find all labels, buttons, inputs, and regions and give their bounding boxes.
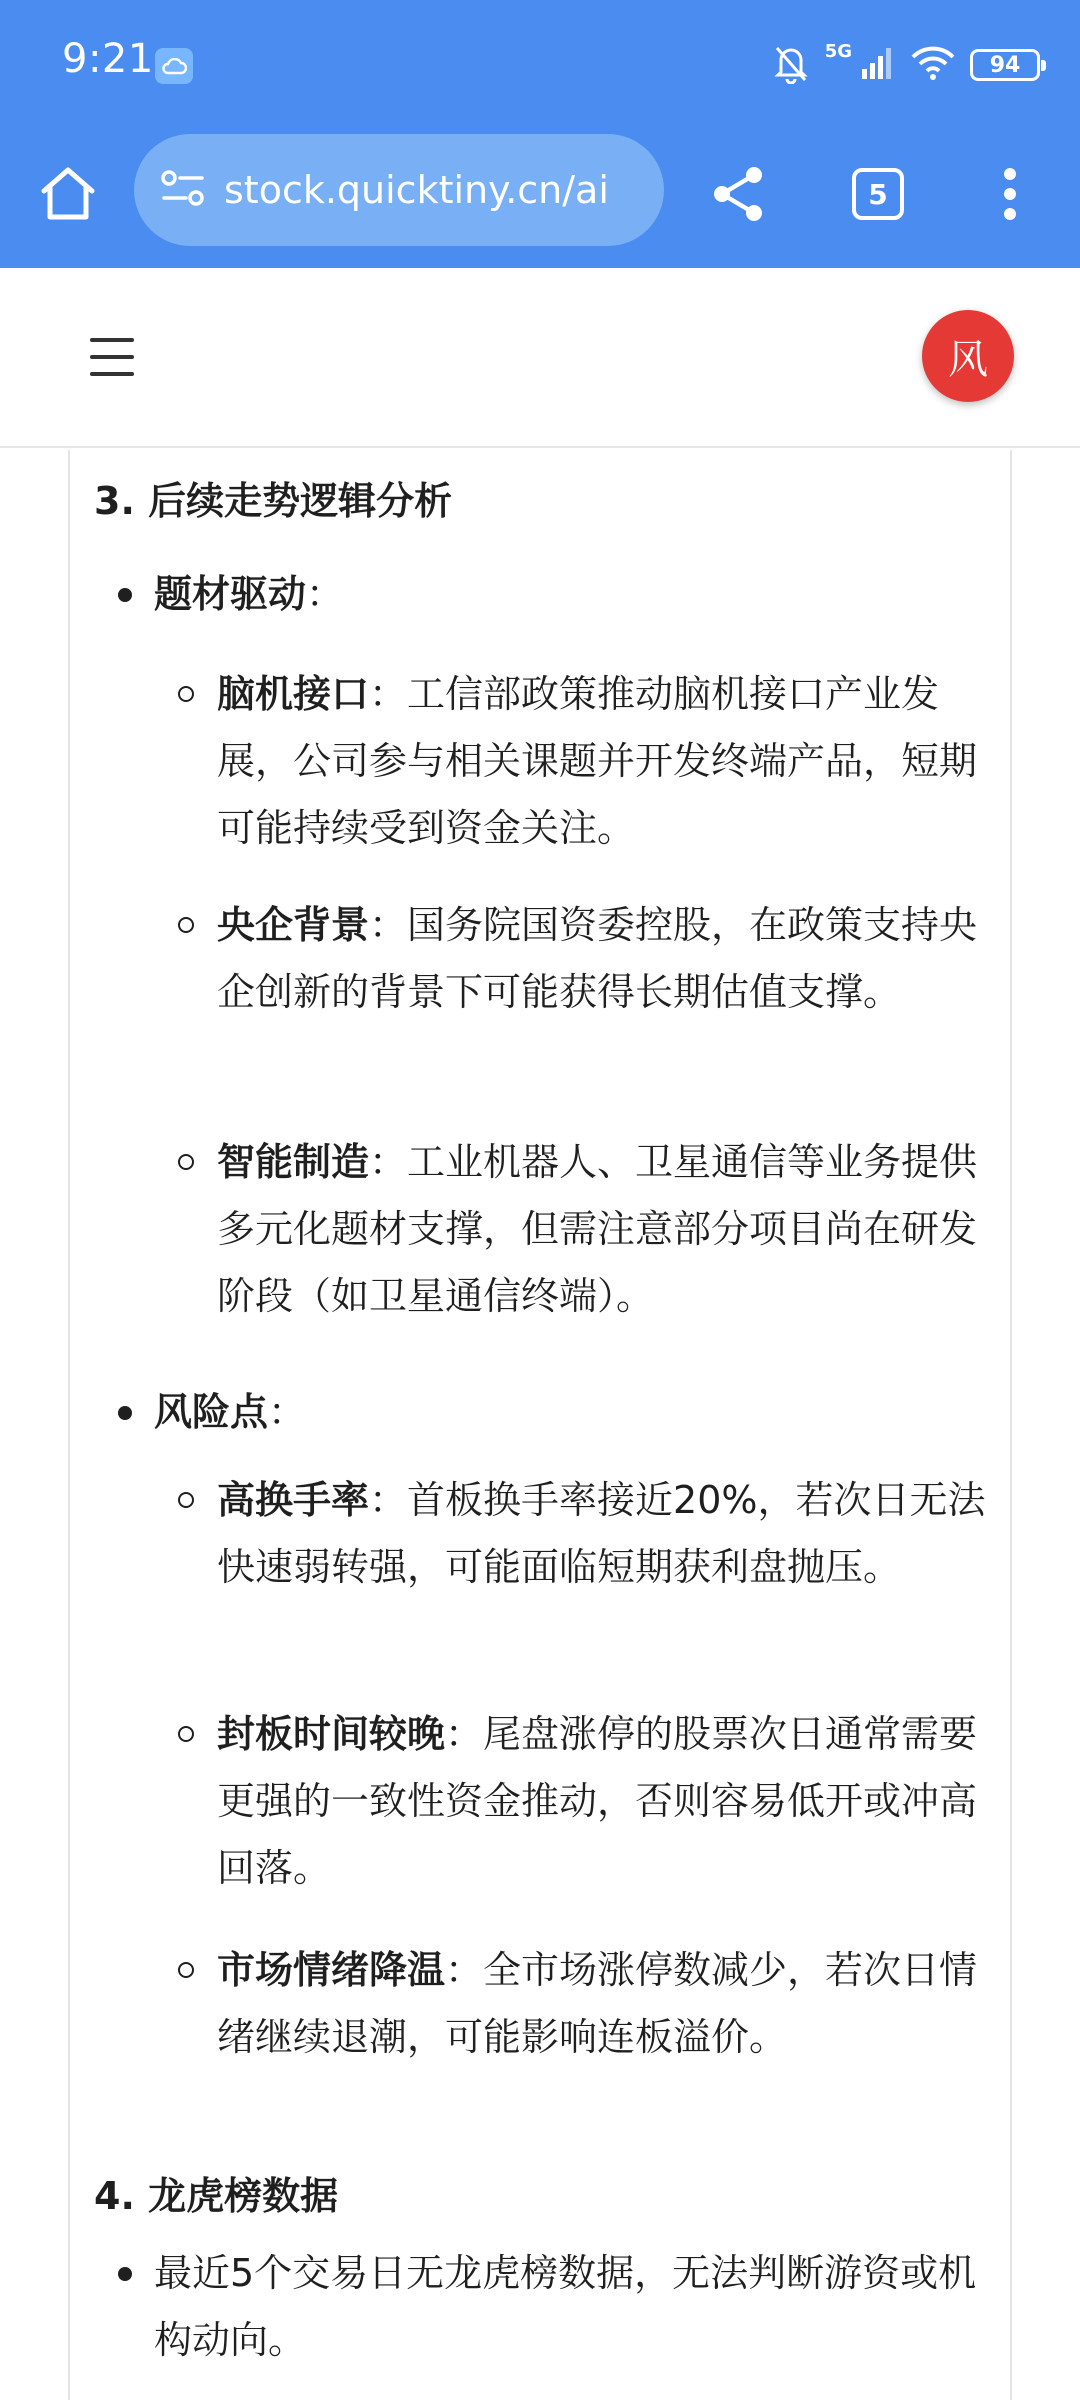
bullet-dot xyxy=(118,588,132,602)
avatar-letter: 风 xyxy=(948,336,988,383)
hamburger-menu-icon[interactable] xyxy=(82,332,142,382)
sub-item-label: 封板时间较晚 xyxy=(217,1712,446,1756)
list-item xyxy=(154,2240,1004,2374)
tabs-button[interactable] xyxy=(840,156,916,232)
battery-icon xyxy=(970,49,1040,81)
sub-bullet-circle xyxy=(178,686,194,702)
sub-list-item xyxy=(217,1701,997,1902)
sub-bullet-circle xyxy=(178,1726,194,1742)
sub-item-text: ：工信部政策推动脑机接口产业发展，公司参与相关课题并开发终端产品，短期可能持续受到资金关注。 xyxy=(217,672,978,850)
network-type: 5G xyxy=(824,40,852,62)
sub-item-text: ：工业机器人、卫星通信等业务提供多元化题材支撑，但需注意部分项目尚在研发阶段（如卫星通信终端）。 xyxy=(217,1140,978,1318)
tabs-icon xyxy=(852,168,904,220)
cloud-icon xyxy=(155,48,193,84)
status-icons xyxy=(771,40,1040,90)
section-heading: 4. 龙虎榜数据 xyxy=(94,2174,339,2218)
status-bar xyxy=(0,0,1080,130)
sub-item-text: ：全市场涨停数减少，若次日情绪继续退潮，可能影响连板溢价。 xyxy=(217,1948,978,2059)
address-bar[interactable] xyxy=(134,134,664,246)
more-menu-button[interactable] xyxy=(972,156,1048,232)
home-button[interactable] xyxy=(30,156,106,232)
list-item xyxy=(154,1379,306,1446)
bullet-dot xyxy=(118,2267,132,2281)
sub-bullet-circle xyxy=(178,1154,194,1170)
sub-list-item xyxy=(217,1937,997,2071)
sub-list-item xyxy=(217,661,997,862)
sub-list-item xyxy=(217,1467,997,1601)
share-button[interactable] xyxy=(700,156,776,232)
home-icon xyxy=(38,165,98,223)
bell-off-icon xyxy=(771,42,811,88)
sub-list-item xyxy=(217,892,997,1026)
wifi-icon xyxy=(910,45,956,85)
sub-bullet-circle xyxy=(178,1492,194,1508)
bullet-title: 题材驱动 xyxy=(154,572,307,616)
bullet-suffix: ： xyxy=(306,572,345,616)
bullet-dot xyxy=(118,1406,132,1420)
section-heading: 3. 后续走势逻辑分析 xyxy=(94,479,453,523)
sub-item-label: 脑机接口 xyxy=(217,672,370,716)
bullet-title: 风险点 xyxy=(154,1390,269,1434)
sub-item-label: 高换手率 xyxy=(217,1478,370,1522)
sub-list-item xyxy=(217,1129,997,1330)
sub-item-text: ：首板换手率接近20%，若次日无法快速弱转强，可能面临短期获利盘抛压。 xyxy=(217,1478,986,1589)
avatar[interactable] xyxy=(922,310,1014,402)
battery-level: 94 xyxy=(989,52,1021,78)
bullet-suffix: ： xyxy=(268,1390,307,1434)
browser-chrome xyxy=(0,0,1080,268)
sub-bullet-circle xyxy=(178,1962,194,1978)
status-time: 9:21 xyxy=(62,36,154,82)
tab-count: 5 xyxy=(868,177,888,211)
article-content xyxy=(68,450,1012,2400)
signal-icon xyxy=(860,45,896,85)
site-settings-icon[interactable] xyxy=(160,168,206,212)
site-header xyxy=(0,268,1080,448)
sub-item-label: 央企背景 xyxy=(217,903,370,947)
url-text[interactable]: stock.quicktiny.cn/ai xyxy=(224,168,609,212)
sub-item-label: 智能制造 xyxy=(217,1140,370,1184)
sub-bullet-circle xyxy=(178,917,194,933)
more-vert-icon xyxy=(1002,168,1018,220)
browser-toolbar xyxy=(0,130,1080,268)
list-item xyxy=(154,561,344,628)
sub-item-text: ：国务院国资委控股，在政策支持央企创新的背景下可能获得长期估值支撑。 xyxy=(217,903,978,1014)
share-icon xyxy=(710,165,766,223)
sub-item-text: ：尾盘涨停的股票次日通常需要更强的一致性资金推动，否则容易低开或冲高回落。 xyxy=(217,1712,978,1890)
list-item-text: 最近5个交易日无龙虎榜数据，无法判断游资或机构动向。 xyxy=(154,2251,977,2362)
sub-item-label: 市场情绪降温 xyxy=(217,1948,446,1992)
